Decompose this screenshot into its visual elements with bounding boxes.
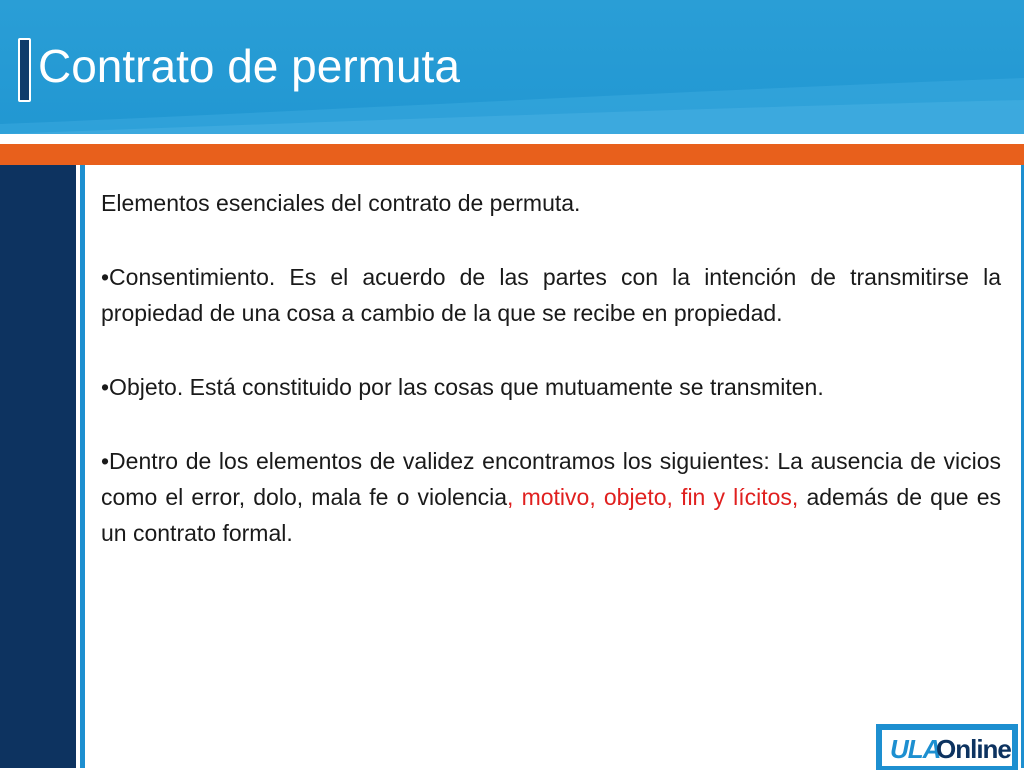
- bullet-validez-text: •Dentro de los elementos de validez encontramos los siguientes: La ausencia de vicios como el error, dolo, mala fe o violencia: [101, 448, 1001, 510]
- logo-online-text: Online: [936, 734, 1011, 764]
- left-navy-panel: [0, 165, 76, 768]
- bullet-objeto: •Objeto. Está constituido por las cosas que mutuamente se transmiten.: [101, 374, 824, 400]
- bullet-validez-highlight: , motivo, objeto, fin y lícitos,: [507, 484, 799, 510]
- logo-box: [882, 730, 1012, 766]
- bullet-validez-end: además de que es un contrato formal.: [101, 484, 1001, 546]
- ula-online-logo: [876, 722, 1018, 770]
- slide-title: Contrato de permuta: [38, 40, 460, 92]
- bullet-consentimiento: •Consentimiento. Es el acuerdo de las partes con la intención de transmitirse la propiedad de una cosa a cambio de la que se recibe en propiedad.: [101, 264, 1001, 326]
- logo-ula-text: ULA: [890, 734, 941, 764]
- bullet-validez: [101, 443, 1001, 551]
- left-accent-line: [80, 165, 85, 768]
- slide-body: [101, 185, 1001, 589]
- title-marker-icon: [18, 38, 31, 102]
- orange-divider: [0, 144, 1024, 165]
- intro-paragraph: Elementos esenciales del contrato de permuta.: [101, 190, 581, 216]
- header-bar: [0, 0, 1024, 134]
